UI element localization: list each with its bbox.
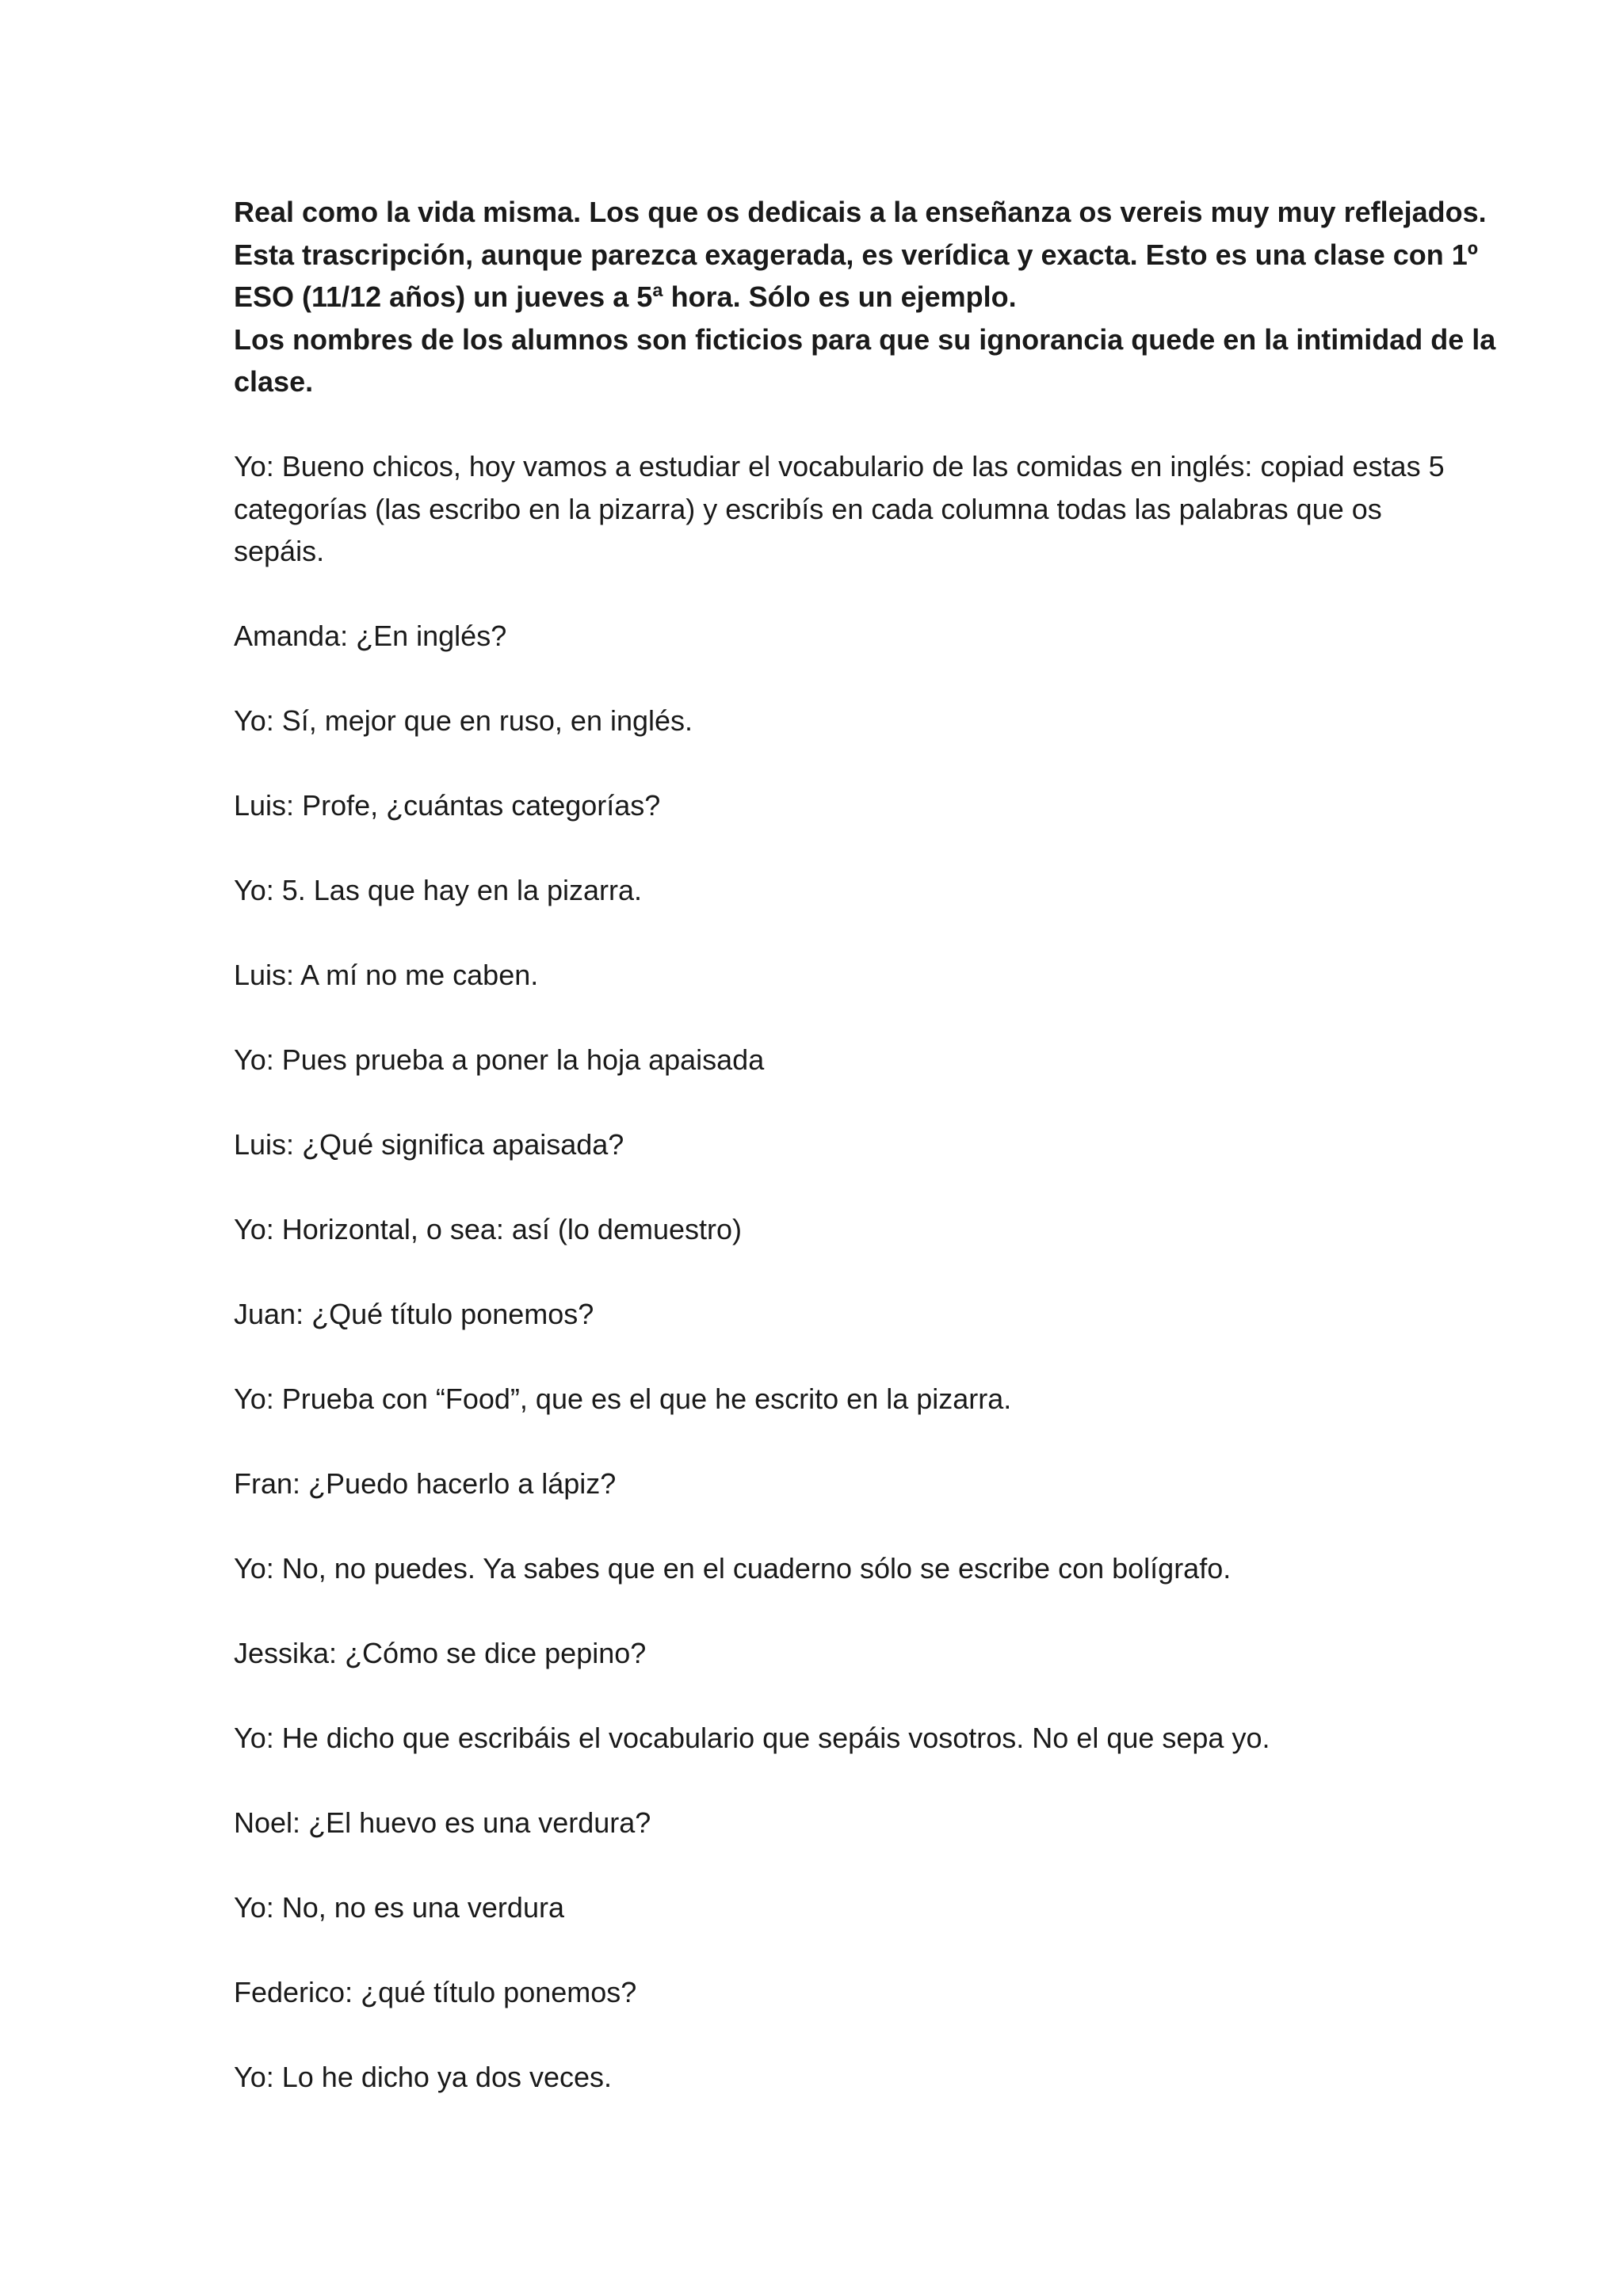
intro-line: ESO (11/12 años) un jueves a 5ª hora. Sólo es un ejemplo. — [234, 280, 1017, 313]
dialogue-line — [234, 1208, 1399, 1251]
dialogue-line — [234, 488, 1399, 531]
dialogue-turn — [234, 1039, 1399, 1081]
speaker-name: Juan : — [234, 1298, 311, 1330]
dialogue-turn — [234, 700, 1399, 742]
speaker-name: Luis : — [234, 789, 302, 822]
dialogue-turn — [234, 445, 1445, 573]
dialogue-line — [234, 1123, 1399, 1166]
intro-line: Esta trascripción, aunque parezca exagerada, es verídica y exacta. Esto es una clase con 1º — [234, 238, 1478, 271]
dialogue-turn — [234, 1293, 1399, 1336]
dialogue-line — [234, 1886, 1399, 1929]
dialogue-line — [234, 615, 1399, 658]
speaker-name: Yo : — [234, 874, 282, 906]
dialogue-turn — [234, 1378, 1399, 1421]
utterance-text: 5. Las que hay en la pizarra. — [281, 874, 643, 906]
dialogue-turn — [234, 784, 1399, 827]
dialogue-turn — [234, 1886, 1399, 1929]
dialogue-line — [234, 2056, 1399, 2099]
utterance-text: categorías (las escribo en la pizarra) y escribís en cada columna todas las palabras que os — [234, 492, 1382, 525]
utterance-text: Pues prueba a poner la hoja apaisada — [281, 1043, 765, 1076]
dialogue-line — [234, 869, 1399, 912]
dialogue-line — [234, 784, 1399, 827]
dialogue-line — [234, 1632, 1399, 1675]
utterance-text: ¿Cómo se dice pepino? — [345, 1637, 647, 1669]
dialogue-line — [234, 1717, 1399, 1760]
utterance-text: Sí, mejor que en ruso, en inglés. — [281, 704, 693, 737]
dialogue-line — [234, 1547, 1399, 1590]
document-body — [234, 191, 1496, 2141]
dialogue-turn — [234, 1971, 1399, 2014]
speaker-name: Yo : — [234, 704, 282, 737]
utterance-text: Prueba con “Food”, que es el que he escrito en la pizarra. — [281, 1383, 1012, 1415]
utterance-text: A mí no me caben. — [300, 959, 539, 991]
speaker-name: Federico : — [234, 1976, 361, 2008]
speaker-name: Yo : — [234, 1383, 282, 1415]
utterance-text: Lo he dicho ya dos veces. — [281, 2061, 613, 2093]
intro-line: Real como la vida misma. Los que os dedicais a la enseñanza os vereis muy muy reflejados. — [234, 196, 1487, 228]
dialogue-line — [234, 1378, 1399, 1421]
dialogue-section — [234, 445, 1445, 2099]
dialogue-turn — [234, 869, 1399, 912]
utterance-text: Horizontal, o sea: así (lo demuestro) — [281, 1213, 743, 1245]
dialogue-line — [234, 1971, 1399, 2014]
utterance-text: No, no es una verdura — [281, 1891, 564, 1924]
utterance-text: Bueno chicos, hoy vamos a estudiar el vocabulario de las comidas en inglés: copiad estas 5 — [281, 450, 1445, 482]
speaker-name: Yo : — [234, 1043, 282, 1076]
speaker-name: Yo : — [234, 1722, 282, 1754]
dialogue-line — [234, 1802, 1399, 1844]
utterance-text: ¿En inglés? — [356, 620, 507, 652]
speaker-name: Yo : — [234, 1891, 282, 1924]
dialogue-turn — [234, 1547, 1399, 1590]
dialogue-turn — [234, 1208, 1399, 1251]
dialogue-turn — [234, 1802, 1399, 1844]
dialogue-line — [234, 1039, 1399, 1081]
dialogue-turn — [234, 1123, 1399, 1166]
intro-paragraph — [234, 191, 1496, 403]
dialogue-line — [234, 445, 1445, 488]
speaker-name: Yo : — [234, 450, 282, 482]
intro-line: Los nombres de los alumnos son ficticios para que su ignorancia quede en la intimidad de la — [234, 322, 1496, 356]
dialogue-line — [234, 1463, 1399, 1505]
dialogue-line — [234, 1293, 1399, 1336]
speaker-name: Yo : — [234, 2061, 282, 2093]
dialogue-turn — [234, 1632, 1399, 1675]
speaker-name: Luis : — [234, 1128, 302, 1161]
dialogue-turn — [234, 1717, 1399, 1760]
speaker-name: Yo : — [234, 1552, 282, 1585]
dialogue-line — [234, 954, 1399, 997]
utterance-text: No, no puedes. Ya sabes que en el cuaderno sólo se escribe con bolígrafo. — [281, 1552, 1232, 1585]
dialogue-line — [234, 700, 1399, 742]
speaker-name: Fran : — [234, 1467, 308, 1500]
utterance-text: He dicho que escribáis el vocabulario que sepáis vosotros. No el que sepa yo. — [281, 1722, 1270, 1754]
speaker-name: Yo : — [234, 1213, 282, 1245]
utterance-text: ¿El huevo es una verdura? — [308, 1806, 651, 1839]
dialogue-turn — [234, 2056, 1399, 2099]
intro-line: clase. — [234, 365, 314, 398]
speaker-name: Jessika : — [234, 1637, 345, 1669]
speaker-name: Noel : — [234, 1806, 308, 1839]
utterance-text: ¿Qué título ponemos? — [311, 1298, 594, 1330]
dialogue-line — [234, 530, 1399, 573]
utterance-text: ¿Puedo hacerlo a lápiz? — [308, 1467, 617, 1500]
dialogue-turn — [234, 1463, 1399, 1505]
dialogue-turn — [234, 954, 1399, 997]
utterance-text: ¿Qué significa apaisada? — [302, 1128, 624, 1161]
utterance-text: Profe, ¿cuántas categorías? — [302, 789, 661, 822]
utterance-text: sepáis. — [234, 535, 325, 567]
dialogue-turn — [234, 615, 1399, 658]
speaker-name: Amanda : — [234, 620, 356, 652]
speaker-name: Luis : — [234, 959, 300, 991]
utterance-text: ¿qué título ponemos? — [361, 1976, 637, 2008]
